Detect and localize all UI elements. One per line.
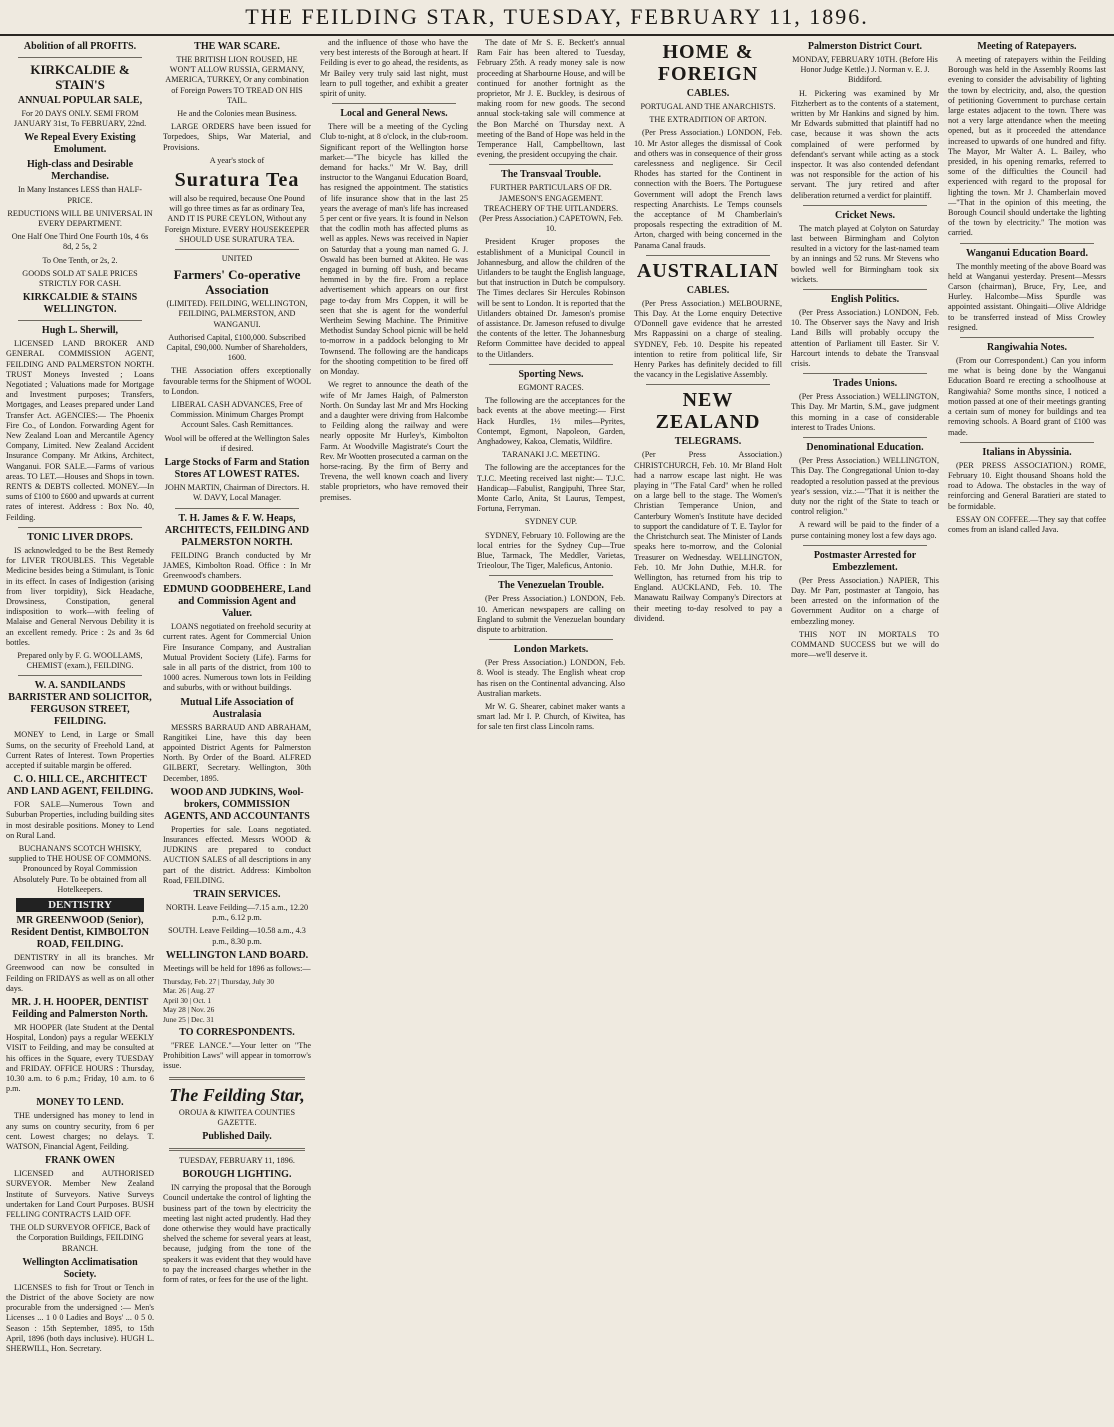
- coffee-essay: ESSAY ON COFFEE.—They say that coffee comes from an island called Java.: [948, 514, 1106, 534]
- schedule-row: May 28 | Nov. 26: [163, 1005, 215, 1015]
- train-south: SOUTH. Leave Feilding—10.58 a.m., 4.3 p.m., 8.30 p.m.: [168, 926, 306, 946]
- egmont-body: The following are the acceptances for the back events at the above meeting:— First Hack Hurdles, 1½ miles—Pyrites, Contempt, Egmont, Napoleon, Garden, Anghadowey, Kakoa, Clematis, Wildfire.: [477, 396, 625, 446]
- denominational: Denominational Education.: [806, 442, 924, 454]
- home-foreign: HOME & FOREIGN: [657, 41, 759, 85]
- highclass: High-class and Desirable Merchandise.: [26, 159, 134, 183]
- english-body: (Per Press Association.) LONDON, Feb. 10. The Observer says the Navy and Irish Land Bills will probably occupy the attention of Parliament till Easter. Sir V. Harcourt intends to debate the Transvaal crisis.: [791, 308, 939, 369]
- issue-date: TUESDAY, FEBRUARY 11, 1896.: [179, 1156, 295, 1166]
- heaps-body: FEILDING Branch conducted by Mr JAMES, Kimbolton Road. Office : In Mr Greenwood's chambers.: [163, 550, 311, 580]
- sherwill-name: Hugh L. Sherwill,: [41, 325, 119, 337]
- masthead: THE FEILDING STAR, TUESDAY, FEBRUARY 11, 1896.: [0, 0, 1114, 36]
- trades-body: (Per Press Association.) WELLINGTON, This Day. Mr Martin, S.M., gave judgment this morning in a case of considerable interest to Trades Unions.: [791, 392, 939, 432]
- local-body: There will be a meeting of the Cycling Club to-night, at 8 o'clock, in the club-room. Significant report of the Wellington horse market:—"The bicycle has killed the demand for hacks." Mr W. Bay, drill instructor to the Wanganui Education Board, has resigned the appointment. The statistics of life insurance show that in the last 25 years the average of man's life has increased 5 per cent or five years. It is found in Nelson that the codlin moth has affected plums as well as apples. News was received in Napier on Saturday that a young man named G. J. Oswald has been burned at Akiteo. He was engaged in burning off bush, and became hemmed in by the fire. From a replace advertisement which appears on our first page to-day from Mrs Coppen, it will be seen that she is agent for the wonderful Wertheim Sewing Machine. The Primitive Methodist Sunday School picnic will be held to-morrow in a paddock belonging to Mr Townsend. The following are the handicaps for the shooting competition to be fired off on Monday.: [320, 122, 468, 377]
- italians-abyssinia: Italians in Abyssinia.: [982, 446, 1072, 458]
- greenwood: MR GREENWOOD (Senior), Resident Dentist, KIMBOLTON ROAD, FEILDING.: [10, 915, 150, 951]
- column-3: [320, 38, 468, 1422]
- sandilands-body: MONEY to Lend, in Large or Small Sums, on the security of Freehold Land, at Current Rates of Interest. Town Properties accepted if suitable margin be offered.: [6, 730, 154, 770]
- star-sub: OROUA & KIWITEA COUNTIES GAZETTE.: [178, 1107, 296, 1127]
- greenwood-body: DENTISTRY in all its branches. Mr Greenwood can now be consulted in Feilding on FRIDAYS as well as on all other days.: [6, 953, 154, 993]
- col4-bottom: Mr W. G. Shearer, cabinet maker wants a smart lad. Mr I. P. Church, of Kiwitea, has for sale ten first class Lincoln rams.: [477, 701, 625, 732]
- heading-profits: Abolition of all PROFITS.: [23, 41, 137, 52]
- sydney-body: SYDNEY, February 10. Following are the local entries for the Sydney Cup—True Blue, Tarmack, The Meddler, Varietas, Trieolour, The Tiger, Maleficus, Antonio.: [477, 530, 625, 571]
- mutual-body: MESSRS BARRAUD AND ABRAHAM, Rangitikei Line, have this day been appointed District Agents for Palmerston North. By Order of the Board. ALFRED GILBERT, Secretary. Wellington, 30th December, 1895.: [163, 722, 311, 783]
- cables-heading: CABLES.: [686, 88, 730, 99]
- stocks: Large Stocks of Farm and Station Stores AT LOWEST RATES.: [164, 457, 310, 481]
- home-body: (Per Press Association.) LONDON, Feb. 10. Mr Astor alleges the dismissal of Cook and others was in consequence of their gross carelessness and negligence. Sir Cecil Rhodes has started for the Continent in connection with the Boers. The Portuguese Government will adopt the French laws respecting Anarchists. Le Temps counsels the acceptance of M Chamberlain's proposals respecting the extradition of M. Arton, charged with being concerned in the Panama Canal frauds.: [634, 128, 782, 250]
- london-markets: London Markets.: [513, 644, 589, 656]
- notice: THIS NOT IN MORTALS TO COMMAND SUCCESS but we will do more—we'll deserve it.: [791, 629, 939, 660]
- postmaster-arrested: Postmaster Arrested for Embezzlement.: [813, 549, 917, 573]
- kirkcaldie-title: KIRKCALDIE & STAIN'S: [30, 62, 130, 92]
- correspondents: TO CORRESPONDENTS.: [179, 1027, 295, 1039]
- local-general-news: Local and General News.: [340, 108, 448, 120]
- wool: Wool will be offered at the Wellington Sales if desired.: [164, 433, 310, 453]
- transvaal-body: President Kruger proposes the establishment of a Municipal Council in Johannesburg, and allow the children of the Uitlanders to be taught the English language, but that instruction in Dutch be compulsory. The Times declares Sir Hercules Robinson will be sent to London. It is reported that the Uitlanders obtained Dr. Jameson's promise of assistance. Dr. Jameson refused to divulge the contents of the letter. The Johannesburg Reform Committee have decided to appeal to the Uitlanders.: [477, 237, 625, 359]
- fractions: One Half One Third One Fourth 10s, 4 6s 8d, 2 5s, 2: [11, 232, 149, 252]
- hooper-body: MR HOOPER (late Student at the Dental Hospital, London) pays a regular WEEKLY VISIT to Feilding, and may be consulted at his offices in the Square, every TUESDAY and FRIDAY. OFFICE HOURS : Thursday, 10.30 a.m. to 6 p.m.; Friday, 10 a.m. to 6 p.m.: [6, 1022, 154, 1094]
- tonic-body: IS acknowledged to be the Best Remedy for LIVER TROUBLES. This Vegetable Medicine besides being a Stimulant, is Tonic in its effect. In cases of Indigestion (arising from liver torpidity), Sick Headache, Drowsiness, Constipation, general indisposition to work—with feeling of Malaise and General Nervous Debility it is an excellent remedy. Price : 2s and 3s 6d bottles.: [6, 545, 154, 647]
- ratepayers-meeting: Meeting of Ratepayers.: [977, 41, 1077, 52]
- suratura-body: will also be required, because One Pound will go three times as far as ordinary Tea, AND IT IS PURE CEYLON, Without any Foreign Mixture. EVERY HOUSEKEEPER SHOULD USE SURATURA TEA.: [164, 194, 310, 244]
- year-stock: A year's stock of: [209, 155, 265, 165]
- schedule-row: June 25 | Dec. 31: [163, 1014, 214, 1024]
- money-lend: MONEY TO LEND.: [36, 1097, 124, 1109]
- acclim-heading: Wellington Acclimatisation Society.: [22, 1256, 138, 1280]
- money-body: THE undersigned has money to lend in any sums on country security, from 6 per cent. Lowest charges; no delays. T. WATSON, Financial Agent, Feilding.: [6, 1111, 154, 1152]
- farmers-assoc: Farmers' Co-operative Association: [173, 267, 301, 298]
- transvaal-trouble: The Transvaal Trouble.: [501, 169, 601, 181]
- kirkcaldie-sub: ANNUAL POPULAR SALE,: [17, 95, 143, 106]
- war-scare: THE WAR SCARE.: [194, 41, 280, 52]
- prepared: Prepared only by F. G. WOOLLAMS, CHEMIST (exam.), FEILDING.: [17, 650, 143, 671]
- au-cables: CABLES.: [686, 284, 730, 296]
- dentistry-banner: DENTISTRY: [16, 898, 144, 912]
- english-politics: English Politics.: [830, 294, 900, 306]
- au-body: (Per Press Association.) MELBOURNE, This Day. At the Lorne enquiry Detective O'Donnell gave evidence that he arrested Mrs Rappassini on a charge of stealing. SYDNEY, Feb. 10. Despite his repeated intention to retire from political life, Sir Henry Parkes has definitely decided to fill the vacancy in the Legislative Assembly.: [634, 298, 782, 380]
- mutual-life: Mutual Life Association of Australasia: [180, 696, 294, 720]
- instances: In Many Instances LESS than HALF-PRICE.: [18, 185, 142, 205]
- col4-top-body: The date of Mr S. E. Beckett's annual Ram Fair has been altered to Tuesday, February 25th. A ready money sale is now proceeding at Sharbourne House, and will be continued for another fortnight as the proprietor, Mr J. E. Buckley, is desirous of making room for new goods. The second annual stock-taking sale will commence at the Bon Marché on Thursday next. A meeting of the Band of Hope was held in the Temperance Hall, Campbelltown, last evening, the president occupying the chair.: [477, 38, 625, 160]
- column-6: [791, 38, 939, 1422]
- star-logo: The Feilding Star,: [169, 1084, 305, 1105]
- column-5: [634, 38, 782, 1422]
- wanganui-body: The monthly meeting of the above Board was held at Wanganui yesterday. Present—Messrs Carson (chairman), Bruce, Fry, Lee, and Hurley. Halcombe—Miss Spurdle was appointed assistant. Ohingaiti—Olive Aldridge to be transferred instead of Miss Crowley resigned.: [948, 261, 1106, 332]
- reductions: REDUCTIONS WILL BE UNIVERSAL IN EVERY DEPARTMENT.: [7, 208, 153, 229]
- newspaper-columns: [6, 38, 1108, 1422]
- palmerston-body: H. Pickering was examined by Mr Fitzherbert as to the contents of a statement, written by Mr Hankins and signed by him. Mr Edwards submitted that plaintiff had no case, because it was shown the acts complained of were performed by defendant's servant while acting as a stock inspector. It was also contended defendant was not responsible for the action of his servant. The jury retired and after deliberation returned a verdict for plaintiff.: [791, 88, 939, 200]
- train-north: NORTH. Leave Feilding—7.15 a.m., 12.20 p.m., 6.12 p.m.: [165, 902, 309, 923]
- london-markets-body: (Per Press Association.) LONDON, Feb. 8. Wool is steady. The English wheat crop has risen on the Continental advancing. Also Australian markets.: [477, 658, 625, 698]
- transvaal-sub: FURTHER PARTICULARS OF DR. JAMESON'S ENGAGEMENT. TREACHERY OF THE UITLANDERS. (Per Press Association.) CAPETOWN, Feb. 10.: [479, 183, 623, 234]
- postmaster-body: (Per Press Association.) NAPIER, This Day. Mr Parr, postmaster at Tangoio, has been arrested on the information of the Government Auditor on a charge of embezzling money.: [791, 575, 939, 626]
- ad-body: A reward will be paid to the finder of a purse containing money lost a few days ago.: [791, 520, 939, 540]
- farmers-sub: (LIMITED). FEILDING, WELLINGTON, FEILDING, PALMERSTON, AND WANGANUI.: [166, 299, 308, 329]
- suratura-tea: Suratura Tea: [174, 169, 300, 192]
- frank-body: LICENSED and AUTHORISED SURVEYOR. Member New Zealand Institute of Surveyors. Native Surveys undertaken for Land Court Purposes. BUSH FELLING CONTRACTS LAID OFF.: [6, 1169, 154, 1220]
- borough-lighting: BOROUGH LIGHTING.: [182, 1169, 292, 1181]
- tonic-heading: TONIC LIVER DROPS.: [27, 531, 133, 543]
- train-services: TRAIN SERVICES.: [193, 888, 281, 900]
- cricket-news: Cricket News.: [835, 209, 895, 221]
- taranaki-body: The following are the acceptances for the T.J.C. Meeting received last night:— T.J.C. Handicap—Fabulist, Rangipuhi, Three Star, Monte Carlo, Anita, St Laurus, Tempest, Fortuna, Ferryman.: [477, 463, 625, 514]
- hooper: MR. J. H. HOOPER, DENTIST Feilding and Palmerston North.: [11, 996, 149, 1020]
- palmerston-court: Palmerston District Court.: [807, 41, 923, 52]
- hill: C. O. HILL CE., ARCHITECT AND LAND AGENT, FEILDING.: [6, 774, 154, 798]
- united: UNITED: [221, 254, 253, 264]
- egmont-races: EGMONT RACES.: [518, 382, 584, 392]
- editorial-continued: and the influence of those who have the very best interests of the Borough at heart. If Feilding is ever to go ahead, the residents, as Mr Bailey very truly said last night, must learn to pull together, and exhibit a greater spirit of unity.: [320, 38, 468, 99]
- old-surveyor: THE OLD SURVEYOR OFFICE, Back of the Corporation Buildings, FEILDING BRANCH.: [9, 1223, 151, 1253]
- assoc-body: THE Association offers exceptionally favourable terms for the Shipment of WOOL to London.: [163, 366, 311, 396]
- liberal: LIBERAL CASH ADVANCES, Free of Commission. Minimum Charges Prompt Account Sales. Cash Remittances.: [170, 400, 304, 430]
- sporting-news: Sporting News.: [518, 368, 584, 380]
- colonies: He and the Colonies mean Business.: [177, 109, 297, 119]
- venezuelan-body: (Per Press Association.) LONDON, Feb. 10. American newspapers are calling on England to submit the Venezuelan boundary dispute to arbitration.: [477, 594, 625, 634]
- column-2: [163, 38, 311, 1422]
- repeal: We Repeal Every Existing Emolument.: [24, 132, 136, 156]
- column-7: [948, 38, 1106, 1422]
- denom-body: (Per Press Association.) WELLINGTON, This Day. The Congregational Union to-day readopted a resolution passed at the previous year's session, viz.:—"That it is neither the duty nor the right of the State to teach or control religion.": [791, 456, 939, 517]
- published-daily: Published Daily.: [202, 1131, 272, 1143]
- sherwill-body: LICENSED LAND BROKER AND GENERAL COMMISSION AGENT, FEILDING AND PALMERSTON NORTH. TRUST Moneys Invested ; Loans Negotiated ; Valuations made for Mortgage and Investment purposes; Transfers, Mortgages, and Leases prepared under Land Transfer Act. AGENCIES:— The Phoenix Fire Co., of London. Forwarding Agent for New Zealand Loan and Mercantile Agency Company, Limited. New Zealand Accident Insurance Company. Mr Atkins, Architect, Wanganui. FOR SALE.—Farms of various areas. TO LET.—Houses and Shops in town. RENTS & DEBTS collected. MONEY.—In sums of £100 to £600 and upwards at current rates of interest. Address : Box No. 40, Feilding.: [6, 339, 154, 522]
- goodbehere-body: LOANS negotiated on freehold security at current rates. Agent for Commercial Union Fire Insurance Company, and Australian Mutual Provident Society (Life). Farms for sale in all parts of the district, from 100 to 1000 acres. Numerous town lots in Feilding and suburbs, with or without buildings.: [163, 622, 311, 693]
- venezuelan-trouble: The Venezuelan Trouble.: [498, 580, 604, 592]
- goodbehere: EDMUND GOODBEHERE, Land and Commission Agent and Valuer.: [163, 584, 311, 620]
- taranaki-meeting: TARANAKI J.C. MEETING.: [502, 450, 600, 460]
- local-body-2: We regret to announce the death of the wife of Mr James Haigh, of Palmerston North. On Sunday last Mr and Mrs Hocking and a daughter were driving from Halcombe to Feilding along the railway and were nearly opposite Mr Hurley's, Kimbolton Farm. At Woodville Magistrate's Court the Rev. Mr Wootten prosecuted a carman on the horse-racing. By the firm of Berry and Trevena, the well known coach and livery stable proprietors, who have removed their premises.: [320, 380, 468, 502]
- ratepayers-body: A meeting of ratepayers within the Feilding Borough was held in the Assembly Rooms last evening to consider the advisability of lighting the town by electricity, and, also, the question of petitioning Government to purchase certain large estates adjacent to the town. There was not a very large attendance when the meeting opened, but as it proceeded the attendance increased to upwards of one hundred and fifty. The Mayor, Mr Walter A. L. Bailey, who presided, in his opening remarks, referred to some of the difficulties the Council had experienced with regard to the proposal for lighting the town. Mr J. Chamberlain moved—"That in the opinion of this meeting, the Borough Council should undertake the lighting of the town by electricity." The motion was carried.: [948, 55, 1106, 238]
- ton: To One Tenth, or 2s, 2.: [42, 255, 118, 265]
- schedule-row: April 30 | Oct. 1: [163, 995, 212, 1005]
- land-board-sub: Meetings will be held for 1896 as follows:—: [163, 963, 311, 973]
- abyssinia-body: (PER PRESS ASSOCIATION.) ROME, February 10. Eight thousand Shoans hold the road to Adowa. The obstacles in the way of reinforcing and General Baratieri are stated to be formidable.: [948, 460, 1106, 511]
- whisky: BUCHANAN'S SCOTCH WHISKY, supplied to THE HOUSE OF COMMONS. Pronounced by Royal Commission Absolutely Pure. To be obtained from all Hotelkeepers.: [8, 843, 152, 894]
- rangiwahia-body: (From our Correspondent.) Can you inform me what is being done by the Wanganui Education Board re erecting a schoolhouse at Rangiwahia? Some months since, I noticed a motion passed at one of their meetings granting a certain sum of money for buildings and tea removing schools. A Board grant of £100 was made.: [948, 356, 1106, 437]
- palmerston-sub: MONDAY, FEBRUARY 10TH. (Before His Honor Judge Kettle.) J. Norman v. E. J. Biddiford.: [792, 55, 938, 85]
- schedule: [163, 977, 311, 1024]
- lion: THE BRITISH LION ROUSED, HE WON'T ALLOW RUSSIA, GERMANY, AMERICA, TURKEY, Or any combination of Foreign Powers TO TREAD ON HIS TAIL.: [165, 55, 309, 105]
- australian: AUSTRALIAN: [636, 259, 780, 282]
- land-board: WELLINGTON LAND BOARD.: [165, 949, 309, 961]
- capital: Authorised Capital, £100,000. Subscribed Capital, £90,000. Number of Shareholders, 1600.: [166, 332, 308, 363]
- column-1: [6, 38, 154, 1422]
- morrah: JOHN MARTIN, Chairman of Directors. H. W. DAVY, Local Manager.: [164, 483, 310, 503]
- trades-unions: Trades Unions.: [832, 378, 898, 390]
- new-zealand: NEW ZEALAND: [655, 389, 761, 434]
- wanganui-board: Wanganui Education Board.: [966, 247, 1088, 259]
- borough-body: IN carrying the proposal that the Borough Council undertake the control of lighting the business part of the town by electricity the meeting last night acted prudently. Had they done otherwise they would have practically shelved the scheme for several years at least, because, judging from the tone of the speakers it was evident that they would have to pay the increased charges whether in the form of rates, or fees for the use of the light.: [163, 1183, 311, 1285]
- wood-body: Properties for sale. Loans negotiated. Insurances effected. Messrs WOOD & JUDKINS are prepared to conduct AUCTION SALES of all descriptions in any part of the district. Address: Kimbolton Road, FEILDING.: [163, 824, 311, 885]
- wood-judkins: WOOD AND JUDKINS, Wool-brokers, COMMISSION AGENTS, AND ACCOUNTANTS: [164, 786, 310, 822]
- sandilands: W. A. SANDILANDS BARRISTER AND SOLICITOR, FERGUSON STREET, FEILDING.: [8, 680, 152, 728]
- column-4: [477, 38, 625, 1422]
- extradition: THE EXTRADITION OF ARTON.: [649, 115, 767, 125]
- cricket-body: The match played at Colyton on Saturday last between Birmingham and Colyton resulted in a victory for the last-named team by an innings and 52 runs. Mr Stevens who bowled well for Birmingham took six wickets.: [791, 223, 939, 284]
- telegrams: TELEGRAMS.: [674, 436, 742, 448]
- corr-body: "FREE LANCE."—Your letter on "The Prohibition Laws" will appear in tomorrow's issue.: [163, 1041, 311, 1071]
- frank-owen: FRANK OWEN: [45, 1155, 115, 1167]
- kirk-wellington: KIRKCALDIE & STAINS WELLINGTON.: [22, 292, 138, 316]
- sydney-cup: SYDNEY CUP.: [524, 517, 577, 527]
- portugal: PORTUGAL AND THE ANARCHISTS.: [640, 102, 776, 111]
- schedule-row: Mar. 26 | Aug. 27: [163, 986, 215, 996]
- heaps: T. H. James & F. W. Heaps, ARCHITECTS, FEILDING AND PALMERSTON NORTH.: [164, 512, 310, 548]
- nz-body: (Per Press Association.) CHRISTCHURCH, Feb. 10. Mr Bland Holt had a narrow escape last night. He was playing in "The Fatal Card" when he rolled on a large bell to the stage. The Women's Christian Temperance Union, and Canterbury Women's Institute have decided to support the candidature of T. E. Taylor for the Christchurch seat. The Minister of Lands speaks here to-morrow, and the Colonial Treasurer on Wednesday. WELLINGTON, Feb. 10. Mr John Duthie, M.H.R. for Wellington, has returned from his trip to England. AUCKLAND, Feb. 10. The Manawatu Railway Company's Directors at their meeting to-day resolved to pay a dividend.: [634, 450, 782, 623]
- hill-body: FOR SALE—Numerous Town and Suburban Properties, including building sites in most desirable positions. Money to Lend on Rural Land.: [6, 800, 154, 840]
- schedule-row: Thursday, Feb. 27 | Thursday, July 30: [163, 976, 275, 986]
- large-orders: LARGE ORDERS have been issued for Torpedoes, Ships, War Material, and Provisions.: [163, 122, 311, 152]
- rangiwahia-notes: Rangiwahia Notes.: [986, 342, 1067, 354]
- kirkcaldie-dates: For 20 DAYS ONLY. SEMI FROM JANUARY 31st, To FEBRUARY, 22nd.: [13, 109, 147, 129]
- goods-sold: GOODS SOLD AT SALE PRICES STRICTLY FOR CASH.: [22, 268, 138, 289]
- acclim-body: LICENSES to fish for Trout or Tench in the District of the above Society are now procurable from the undersigned :— Men's Licenses ... 1 0 0 Ladies and Boys' ... 0 5 0. Season : 15th September, 1895, to 15th April, 1896 (both days inclusive). HUGH L. SHERWILL, Hon. Secretary.: [6, 1282, 154, 1354]
